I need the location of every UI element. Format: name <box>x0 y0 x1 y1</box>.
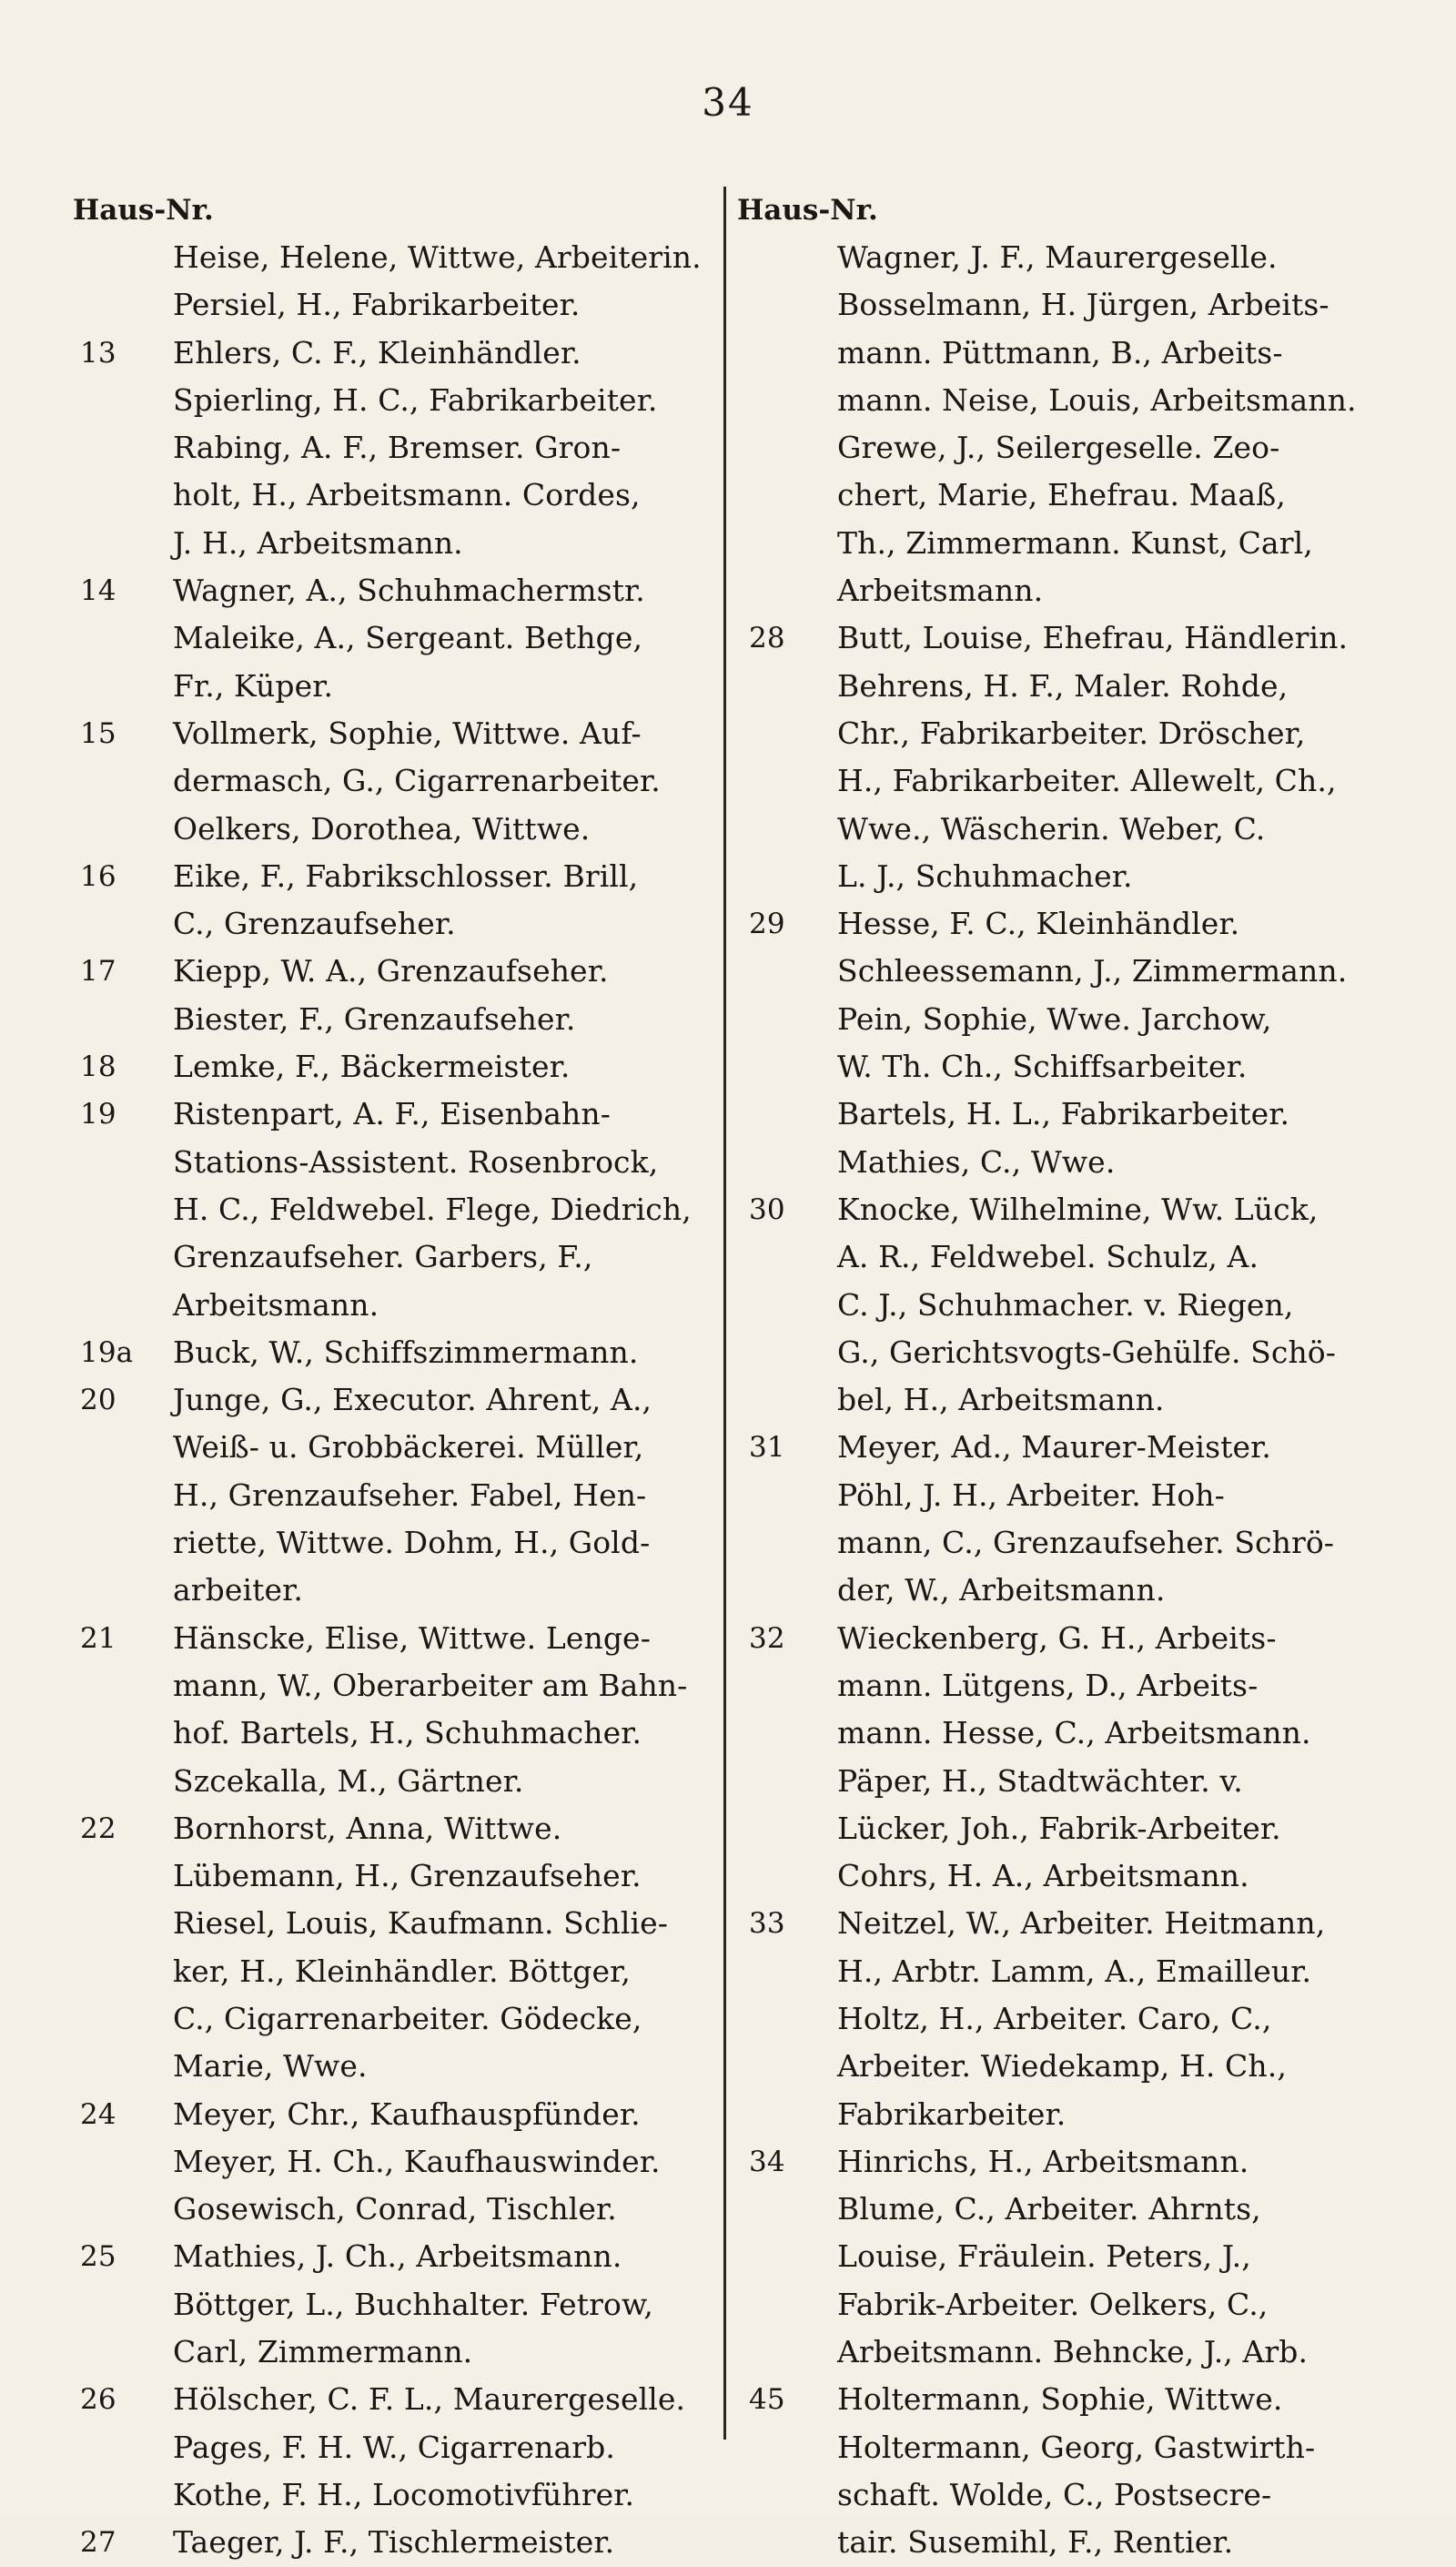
house-entry <box>73 1805 737 2091</box>
resident-line: Grenzaufseher. Garbers, F., <box>173 1239 593 1275</box>
resident-line: Grewe, J., Seilergeselle. Zeo- <box>837 430 1280 466</box>
right-column <box>733 187 1415 2567</box>
resident-line: Eike, F., Fabrikschlosser. Brill, <box>173 857 639 894</box>
resident-line: mann, C., Grenzaufseher. Schrö- <box>837 1525 1335 1561</box>
resident-line: Pein, Sophie, Wwe. Jarchow, <box>837 1000 1272 1037</box>
resident-line: Cohrs, H. A., Arbeitsmann. <box>837 1858 1249 1894</box>
house-entry <box>73 710 737 853</box>
resident-line: Arbeitsmann. Behncke, J., Arb. <box>837 2334 1309 2370</box>
resident-line: Wieckenberg, G. H., Arbeits- <box>837 1619 1277 1656</box>
house-entry <box>73 2519 737 2566</box>
house-entry <box>73 330 737 567</box>
resident-line: H., Fabrikarbeiter. Allewelt, Ch., <box>837 763 1337 799</box>
resident-line: Th., Zimmermann. Kunst, Carl, <box>837 524 1313 561</box>
resident-line: bel, H., Arbeitsmann. <box>837 1382 1165 1418</box>
resident-line: Buck, W., Schiffszimmermann. <box>173 1334 639 1370</box>
house-entry <box>73 853 737 949</box>
resident-line: Weiß- u. Grobbäckerei. Müller, <box>173 1429 644 1466</box>
house-number: 34 <box>749 2145 785 2178</box>
house-number: 21 <box>80 1621 116 1655</box>
house-number: 22 <box>80 1811 116 1845</box>
house-number: 24 <box>80 2097 116 2131</box>
resident-line: arbeiter. <box>173 1572 303 1608</box>
resident-line: Böttger, L., Buchhalter. Fetrow, <box>173 2286 653 2322</box>
house-number: 15 <box>80 716 116 750</box>
resident-line: Heise, Helene, Wittwe, Arbeiterin. <box>173 239 702 275</box>
house-number: 13 <box>80 336 116 370</box>
resident-line: Kiepp, W. A., Grenzaufseher. <box>173 953 609 989</box>
resident-line: Rabing, A. F., Bremser. Gron- <box>173 430 622 466</box>
resident-line: Riesel, Louis, Kaufmann. Schlie- <box>173 1905 669 1942</box>
house-number: 19a <box>80 1335 134 1369</box>
resident-line: Neitzel, W., Arbeiter. Heitmann, <box>837 1905 1326 1942</box>
resident-line: Bosselmann, H. Jürgen, Arbeits- <box>837 287 1330 323</box>
resident-line: Lemke, F., Bäckermeister. <box>173 1049 571 1085</box>
house-entry <box>733 900 1415 1186</box>
house-entry <box>73 1329 737 1376</box>
house-entry <box>733 1615 1415 1901</box>
house-number: 27 <box>80 2526 116 2560</box>
resident-line: Lücker, Joh., Fabrik-Arbeiter. <box>837 1810 1281 1846</box>
resident-line: Chr., Fabrikarbeiter. Dröscher, <box>837 715 1306 751</box>
resident-line: Biester, F., Grenzaufseher. <box>173 1000 576 1037</box>
house-entry <box>733 2138 1415 2376</box>
resident-line: C., Cigarrenarbeiter. Gödecke, <box>173 2000 642 2036</box>
house-number: 29 <box>749 908 785 941</box>
resident-line: Junge, G., Executor. Ahrent, A., <box>173 1382 652 1418</box>
house-number: 28 <box>749 622 785 655</box>
resident-line: Mathies, C., Wwe. <box>837 1143 1116 1180</box>
resident-line: mann. Hesse, C., Arbeitsmann. <box>837 1715 1311 1751</box>
house-number: 18 <box>80 1050 116 1084</box>
resident-line: Bornhorst, Anna, Wittwe. <box>173 1810 562 1846</box>
resident-line: hof. Bartels, H., Schuhmacher. <box>173 1715 642 1751</box>
resident-line: Persiel, H., Fabrikarbeiter. <box>173 287 581 323</box>
house-entry <box>733 1900 1415 2137</box>
resident-line: Knocke, Wilhelmine, Ww. Lück, <box>837 1191 1319 1227</box>
house-entry <box>733 2376 1415 2566</box>
resident-line: Szcekalla, M., Gärtner. <box>173 1762 524 1799</box>
resident-line: Ehlers, C. F., Kleinhändler. <box>173 334 581 370</box>
resident-line: J. H., Arbeitsmann. <box>173 524 463 561</box>
resident-line: C. J., Schuhmacher. v. Riegen, <box>837 1286 1294 1323</box>
resident-line: Holtz, H., Arbeiter. Caro, C., <box>837 2000 1272 2036</box>
resident-line: Wwe., Wäscherin. Weber, C. <box>837 810 1266 847</box>
resident-line: Hänscke, Elise, Wittwe. Lenge- <box>173 1619 651 1656</box>
resident-line: Ristenpart, A. F., Eisenbahn- <box>173 1096 611 1132</box>
resident-line: dermasch, G., Cigarrenarbeiter. <box>173 763 661 799</box>
resident-line: Meyer, H. Ch., Kaufhauswinder. <box>173 2143 661 2179</box>
resident-line: Lübemann, H., Grenzaufseher. <box>173 1858 642 1894</box>
resident-line: Blume, C., Arbeiter. Ahrnts, <box>837 2191 1261 2227</box>
house-entry <box>73 2091 737 2234</box>
resident-line: mann. Lütgens, D., Arbeits- <box>837 1667 1259 1703</box>
resident-line: Fabrikarbeiter. <box>837 2095 1067 2132</box>
house-entry <box>73 1043 737 1091</box>
house-entry <box>73 1615 737 1805</box>
resident-line: Spierling, H. C., Fabrikarbeiter. <box>173 381 658 418</box>
resident-line: ker, H., Kleinhändler. Böttger, <box>173 1953 631 1989</box>
resident-line: Taeger, J. F., Tischlermeister. <box>173 2524 615 2561</box>
resident-line: Arbeitsmann. <box>837 573 1044 609</box>
house-number: 33 <box>749 1907 785 1941</box>
resident-line: Hölscher, C. F. L., Maurergeselle. <box>173 2381 686 2418</box>
column-header: Haus-Nr. <box>737 194 878 227</box>
resident-line: G., Gerichtsvogts-Gehülfe. Schö- <box>837 1334 1337 1370</box>
resident-line: Päper, H., Stadtwächter. v. <box>837 1762 1243 1799</box>
house-number: 16 <box>80 859 116 893</box>
resident-line: Meyer, Ad., Maurer-Meister. <box>837 1429 1271 1466</box>
resident-line: H. C., Feldwebel. Flege, Diedrich, <box>173 1191 692 1227</box>
resident-line: Wagner, J. F., Maurergeselle. <box>837 239 1278 275</box>
resident-line: Louise, Fräulein. Peters, J., <box>837 2238 1251 2275</box>
house-entry <box>73 234 737 330</box>
house-number: 26 <box>80 2383 116 2417</box>
resident-line: Mathies, J. Ch., Arbeitsmann. <box>173 2238 622 2275</box>
column-divider <box>723 187 726 2440</box>
house-entry <box>73 2233 737 2376</box>
resident-line: Vollmerk, Sophie, Wittwe. Auf- <box>173 715 642 751</box>
resident-line: Meyer, Chr., Kaufhauspfünder. <box>173 2095 641 2132</box>
resident-line: Fr., Küper. <box>173 667 334 704</box>
resident-line: Pöhl, J. H., Arbeiter. Hoh- <box>837 1476 1225 1513</box>
left-column <box>73 187 737 2567</box>
resident-line: riette, Wittwe. Dohm, H., Gold- <box>173 1525 651 1561</box>
resident-line: Wagner, A., Schuhmachermstr. <box>173 573 645 609</box>
resident-line: A. R., Feldwebel. Schulz, A. <box>837 1239 1259 1275</box>
house-entry <box>73 1091 737 1328</box>
resident-line: schaft. Wolde, C., Postsecre- <box>837 2476 1272 2512</box>
resident-line: Behrens, H. F., Maler. Rohde, <box>837 667 1289 704</box>
house-number: 20 <box>80 1384 116 1417</box>
resident-line: Maleike, A., Sergeant. Bethge, <box>173 620 643 656</box>
resident-line: Butt, Louise, Ehefrau, Händlerin. <box>837 620 1349 656</box>
resident-line: Fabrik-Arbeiter. Oelkers, C., <box>837 2286 1269 2322</box>
resident-line: L. J., Schuhmacher. <box>837 857 1133 894</box>
house-entry <box>73 567 737 710</box>
house-number: 17 <box>80 955 116 989</box>
resident-line: Stations-Assistent. Rosenbrock, <box>173 1143 659 1180</box>
resident-line: H., Grenzaufseher. Fabel, Hen- <box>173 1476 647 1513</box>
house-entry <box>733 614 1415 900</box>
resident-line: Marie, Wwe. <box>173 2048 368 2085</box>
house-number: 25 <box>80 2240 116 2274</box>
resident-line: Holtermann, Georg, Gastwirth- <box>837 2429 1316 2465</box>
resident-line: mann. Püttmann, B., Arbeits- <box>837 334 1283 370</box>
resident-line: mann, W., Oberarbeiter am Bahn- <box>173 1667 688 1703</box>
resident-line: Holtermann, Sophie, Wittwe. <box>837 2381 1283 2418</box>
resident-line: Hinrichs, H., Arbeitsmann. <box>837 2143 1249 2179</box>
resident-line: Arbeitsmann. <box>173 1286 379 1323</box>
resident-line: W. Th. Ch., Schiffsarbeiter. <box>837 1049 1248 1085</box>
resident-line: tair. Susemihl, F., Rentier. <box>837 2524 1234 2561</box>
resident-line: C., Grenzaufseher. <box>173 906 456 942</box>
page-number: 34 <box>702 80 754 125</box>
house-number: 32 <box>749 1621 785 1655</box>
house-entry <box>73 1376 737 1614</box>
column-header: Haus-Nr. <box>73 194 214 227</box>
resident-line: Gosewisch, Conrad, Tischler. <box>173 2191 617 2227</box>
house-number: 30 <box>749 1192 785 1226</box>
house-entry <box>733 234 1415 614</box>
resident-line: Oelkers, Dorothea, Wittwe. <box>173 810 591 847</box>
resident-line: Carl, Zimmermann. <box>173 2334 473 2370</box>
resident-line: Pages, F. H. W., Cigarrenarb. <box>173 2429 615 2465</box>
resident-line: H., Arbtr. Lamm, A., Emailleur. <box>837 1953 1312 1989</box>
house-number: 19 <box>80 1098 116 1131</box>
resident-line: Arbeiter. Wiedekamp, H. Ch., <box>837 2048 1287 2085</box>
resident-line: mann. Neise, Louis, Arbeitsmann. <box>837 381 1357 418</box>
resident-line: der, W., Arbeitsmann. <box>837 1572 1166 1608</box>
house-number: 45 <box>749 2383 785 2417</box>
resident-line: chert, Marie, Ehefrau. Maaß, <box>837 477 1286 513</box>
house-number: 14 <box>80 574 116 608</box>
house-entry <box>733 1186 1415 1424</box>
resident-line: Bartels, H. L., Fabrikarbeiter. <box>837 1096 1290 1132</box>
resident-line: Hesse, F. C., Kleinhändler. <box>837 906 1240 942</box>
resident-line: Schleessemann, J., Zimmermann. <box>837 953 1348 989</box>
resident-line: holt, H., Arbeitsmann. Cordes, <box>173 477 641 513</box>
house-entry <box>73 2376 737 2519</box>
house-number: 31 <box>749 1431 785 1465</box>
resident-line: Kothe, F. H., Locomotivführer. <box>173 2476 635 2512</box>
house-entry <box>73 948 737 1043</box>
house-entry <box>733 1424 1415 1614</box>
